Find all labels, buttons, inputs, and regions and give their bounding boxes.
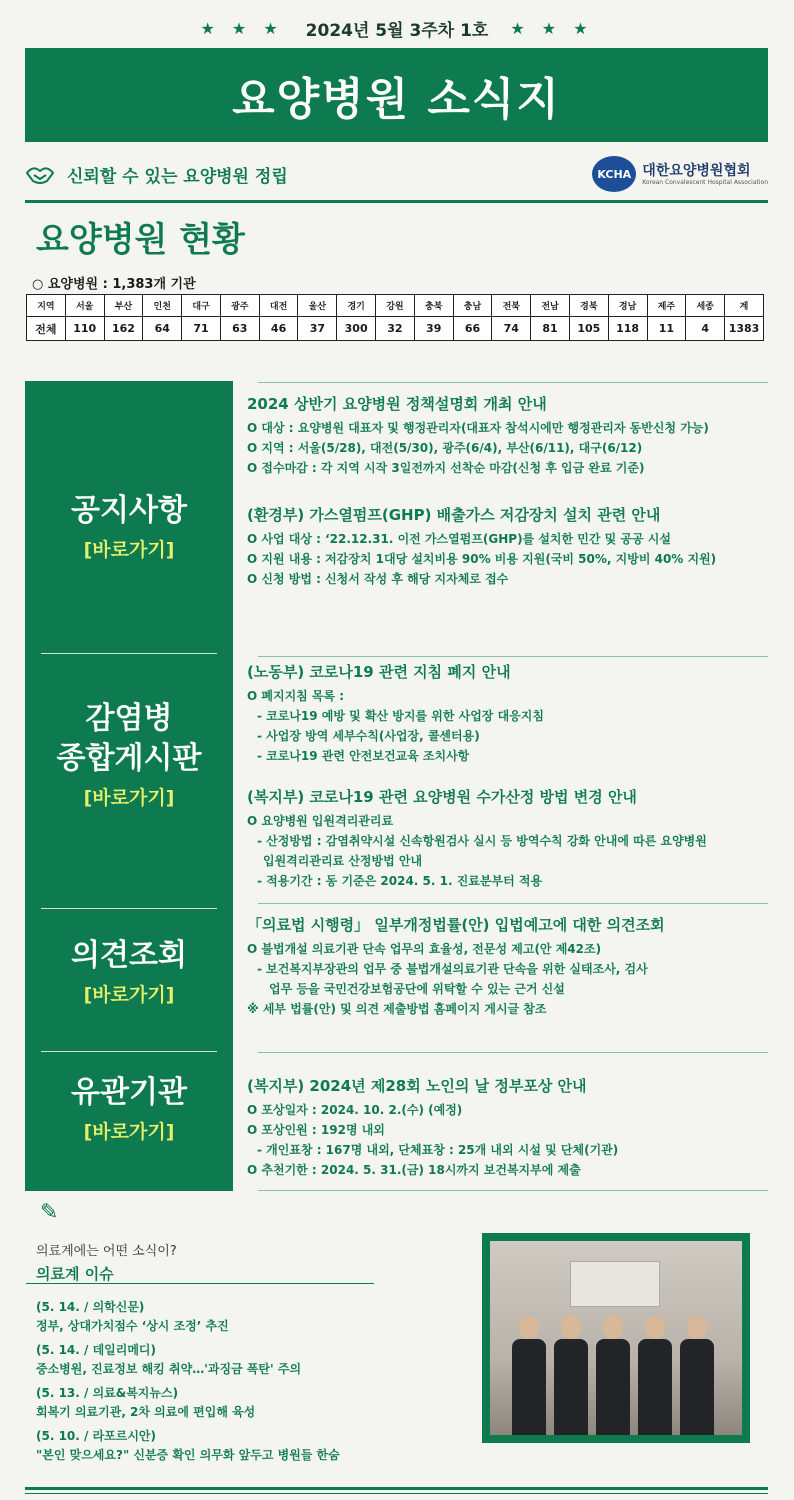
issue-headline[interactable]: 회복기 의료기관, 2차 의료에 편입해 육성 <box>36 1405 256 1419</box>
table-cell: 전북 <box>492 295 531 317</box>
table-cell: 세종 <box>686 295 725 317</box>
notice-line: O 추천기한 : 2024. 5. 31.(금) 18시까지 보건복지부에 제출 <box>247 1163 581 1177</box>
notice-line: O 신청 방법 : 신청서 작성 후 해당 지자체로 접수 <box>247 572 509 586</box>
table-cell: 전체 <box>27 317 66 341</box>
table-cell: 지역 <box>27 295 66 317</box>
divider <box>25 1487 768 1490</box>
category-opinion <box>25 936 233 1007</box>
star-icons-right: ★ ★ ★ <box>510 18 594 38</box>
table-cell: 32 <box>376 317 415 341</box>
divider <box>258 903 768 904</box>
table-cell: 경남 <box>608 295 647 317</box>
divider <box>258 1052 768 1053</box>
table-cell: 강원 <box>376 295 415 317</box>
table-cell: 64 <box>143 317 182 341</box>
notice-line: O 사업 대상 : ‘22.12.31. 이전 가스열펌프(GHP)를 설치한 민간 및 공공 시설 <box>247 532 671 546</box>
issues-intro: 의료계에는 어떤 소식이? <box>36 1244 177 1259</box>
table-cell: 충북 <box>414 295 453 317</box>
table-cell: 제주 <box>647 295 686 317</box>
table-cell: 110 <box>65 317 104 341</box>
notice-line: O 대상 : 요양병원 대표자 및 행정관리자(대표자 참석시에만 행정관리자 동반신청 가능) <box>247 421 709 435</box>
association-logo[interactable] <box>592 156 768 192</box>
notice-line: ※ 세부 법률(안) 및 의견 제출방법 홈페이지 게시글 참조 <box>247 1002 547 1016</box>
table-cell: 63 <box>220 317 259 341</box>
table-cell: 105 <box>569 317 608 341</box>
divider <box>41 1051 217 1052</box>
person-figure <box>596 1315 630 1435</box>
issue-item[interactable] <box>36 1427 456 1463</box>
notice-title[interactable]: (복지부) 코로나19 관련 요양병원 수가산정 방법 변경 안내 <box>247 788 637 806</box>
notice-line: 입원격리관리료 산정방법 안내 <box>263 854 423 868</box>
notice-title[interactable]: (노동부) 코로나19 관련 지침 폐지 안내 <box>247 663 511 681</box>
notice-line: O 불법개설 의료기관 단속 업무의 효율성, 전문성 제고(안 제42조) <box>247 942 602 956</box>
table-cell: 부산 <box>104 295 143 317</box>
table-cell: 81 <box>531 317 570 341</box>
issue-source: (5. 13. / 의료&복지뉴스) <box>36 1386 179 1400</box>
notice-title[interactable]: (복지부) 2024년 제28회 노인의 날 정부포상 안내 <box>247 1077 587 1095</box>
notice-item <box>247 1075 792 1180</box>
issue-headline[interactable]: "본인 맞으세요?" 신분증 확인 의무화 앞두고 병원들 한숨 <box>36 1448 340 1462</box>
slogan <box>25 162 288 187</box>
issue-item[interactable] <box>36 1341 456 1377</box>
table-cell: 71 <box>182 317 221 341</box>
status-title: 요양병원 현황 <box>36 220 245 260</box>
notice-line: - 코로나19 예방 및 확산 방지를 위한 사업장 대응지침 <box>257 709 544 723</box>
notice-line: - 보건복지부장관의 업무 중 불법개설의료기관 단속을 위한 실태조사, 검사 <box>257 962 648 976</box>
person-figure <box>512 1315 546 1435</box>
table-cell: 300 <box>337 317 376 341</box>
divider <box>258 382 768 383</box>
category-infection-name-1: 감염병 <box>85 701 173 736</box>
infection-shortcut-link[interactable]: [바로가기] <box>83 787 175 809</box>
notice-line: - 개인표창 : 167명 내외, 단체표창 : 25개 내외 시설 및 단체(기관) <box>257 1143 619 1157</box>
table-cell: 4 <box>686 317 725 341</box>
category-opinion-name: 의견조회 <box>71 938 187 973</box>
issue-item[interactable] <box>36 1298 456 1334</box>
notice-line: - 사업장 방역 세부수칙(사업장, 콜센터용) <box>257 729 480 743</box>
table-cell: 37 <box>298 317 337 341</box>
table-cell: 대전 <box>259 295 298 317</box>
table-cell: 대구 <box>182 295 221 317</box>
category-related <box>25 1073 233 1144</box>
table-cell: 118 <box>608 317 647 341</box>
related-shortcut-link[interactable]: [바로가기] <box>83 1121 175 1143</box>
notice-line: O 폐지지침 목록 : <box>247 689 345 703</box>
slogan-row <box>25 150 768 198</box>
notice-line: O 포상일자 : 2024. 10. 2.(수) (예정) <box>247 1103 463 1117</box>
notice-line: - 산정방법 : 감염취약시설 신속항원검사 실시 등 방역수칙 강화 안내에 따른 요양병원 <box>257 834 707 848</box>
table-cell: 계 <box>725 295 764 317</box>
divider <box>41 908 217 909</box>
issue-number: 2024년 5월 3주차 1호 <box>305 20 489 41</box>
issue-source: (5. 14. / 의학신문) <box>36 1300 145 1314</box>
photo-frame <box>482 1233 750 1443</box>
issue-item[interactable] <box>36 1384 456 1420</box>
notice-title[interactable]: 2024 상반기 요양병원 정책설명회 개최 안내 <box>247 395 547 413</box>
table-cell: 서울 <box>65 295 104 317</box>
notice-item <box>247 393 792 478</box>
association-subtitle: Korean Convalescent Hospital Association <box>642 178 768 186</box>
notice-title[interactable]: 「의료법 시행령」 일부개정법률(안) 입법예고에 대한 의견조회 <box>247 916 665 934</box>
notice-item <box>247 504 792 589</box>
issue-headline[interactable]: 정부, 상대가치점수 ‘상시 조정’ 추진 <box>36 1319 229 1333</box>
divider <box>41 653 217 654</box>
table-cell: 광주 <box>220 295 259 317</box>
region-table <box>26 294 764 341</box>
table-row <box>27 317 764 341</box>
opinion-shortcut-link[interactable]: [바로가기] <box>83 984 175 1006</box>
table-cell: 66 <box>453 317 492 341</box>
title-banner <box>25 48 768 142</box>
issue-source: (5. 10. / 라포르시안) <box>36 1429 157 1443</box>
table-cell: 경북 <box>569 295 608 317</box>
star-icons-left: ★ ★ ★ <box>200 18 284 38</box>
issue-source: (5. 14. / 데일리메디) <box>36 1343 157 1357</box>
handshake-icon <box>25 163 55 185</box>
notice-line: - 코로나19 관련 안전보건교육 조치사항 <box>257 749 470 763</box>
wall-board <box>570 1261 660 1307</box>
table-cell: 46 <box>259 317 298 341</box>
table-cell: 11 <box>647 317 686 341</box>
person-figure <box>680 1315 714 1435</box>
category-sidebar <box>25 381 233 1191</box>
hospital-count: ○ 요양병원 : 1,383개 기관 <box>32 277 196 292</box>
notice-line: O 요양병원 입원격리관리료 <box>247 814 394 828</box>
notice-line: O 지역 : 서울(5/28), 대전(5/30), 광주(6/4), 부산(6/11), 대구(6/12) <box>247 441 643 455</box>
notice-title[interactable]: (환경부) 가스열펌프(GHP) 배출가스 저감장치 설치 관련 안내 <box>247 506 661 524</box>
table-cell: 39 <box>414 317 453 341</box>
divider <box>258 1190 768 1191</box>
association-name: 대한요양병원협회 <box>642 162 751 179</box>
slogan-text: 신뢰할 수 있는 요양병원 정립 <box>67 166 288 187</box>
table-cell: 경기 <box>337 295 376 317</box>
issue-header <box>0 14 794 42</box>
kcha-logo-icon: KCHA <box>592 156 636 192</box>
divider <box>25 1493 768 1494</box>
table-cell: 인천 <box>143 295 182 317</box>
table-cell: 1383 <box>725 317 764 341</box>
table-cell: 충남 <box>453 295 492 317</box>
category-infection-name-2: 종합게시판 <box>56 741 202 776</box>
notice-line: O 지원 내용 : 저감장치 1대당 설치비용 90% 비용 지원(국비 50%, 지방비 40% 지원) <box>247 552 717 566</box>
table-cell: 전남 <box>531 295 570 317</box>
pen-icon: ✎ <box>40 1200 59 1225</box>
person-figure <box>638 1315 672 1435</box>
divider <box>25 200 768 203</box>
notice-item <box>247 786 792 891</box>
table-cell: 울산 <box>298 295 337 317</box>
group-photo <box>490 1241 742 1435</box>
category-notice <box>25 491 233 562</box>
table-cell: 162 <box>104 317 143 341</box>
notice-line: - 적용기간 : 동 기준은 2024. 5. 1. 진료분부터 적용 <box>257 874 543 888</box>
divider <box>258 656 768 657</box>
notice-shortcut-link[interactable]: [바로가기] <box>83 539 175 561</box>
person-figure <box>554 1315 588 1435</box>
newsletter-title: 요양병원 소식지 <box>232 74 561 125</box>
notice-line: 업무 등을 국민건강보험공단에 위탁할 수 있는 근거 신설 <box>269 982 565 996</box>
category-related-name: 유관기관 <box>71 1075 187 1110</box>
notice-item <box>247 661 792 766</box>
category-infection <box>25 699 233 810</box>
table-header-row <box>27 295 764 317</box>
notice-line: O 포상인원 : 192명 내외 <box>247 1123 385 1137</box>
issue-headline[interactable]: 중소병원, 진료정보 해킹 취약…'과징금 폭탄' 주의 <box>36 1362 302 1376</box>
notice-line: O 접수마감 : 각 지역 시작 3일전까지 선착순 마감(신청 후 입금 완료 기준) <box>247 461 645 475</box>
issues-title: 의료계 이슈 <box>36 1265 114 1283</box>
category-notice-name: 공지사항 <box>71 493 187 528</box>
notice-item <box>247 914 792 1019</box>
divider <box>26 1283 374 1284</box>
table-cell: 74 <box>492 317 531 341</box>
